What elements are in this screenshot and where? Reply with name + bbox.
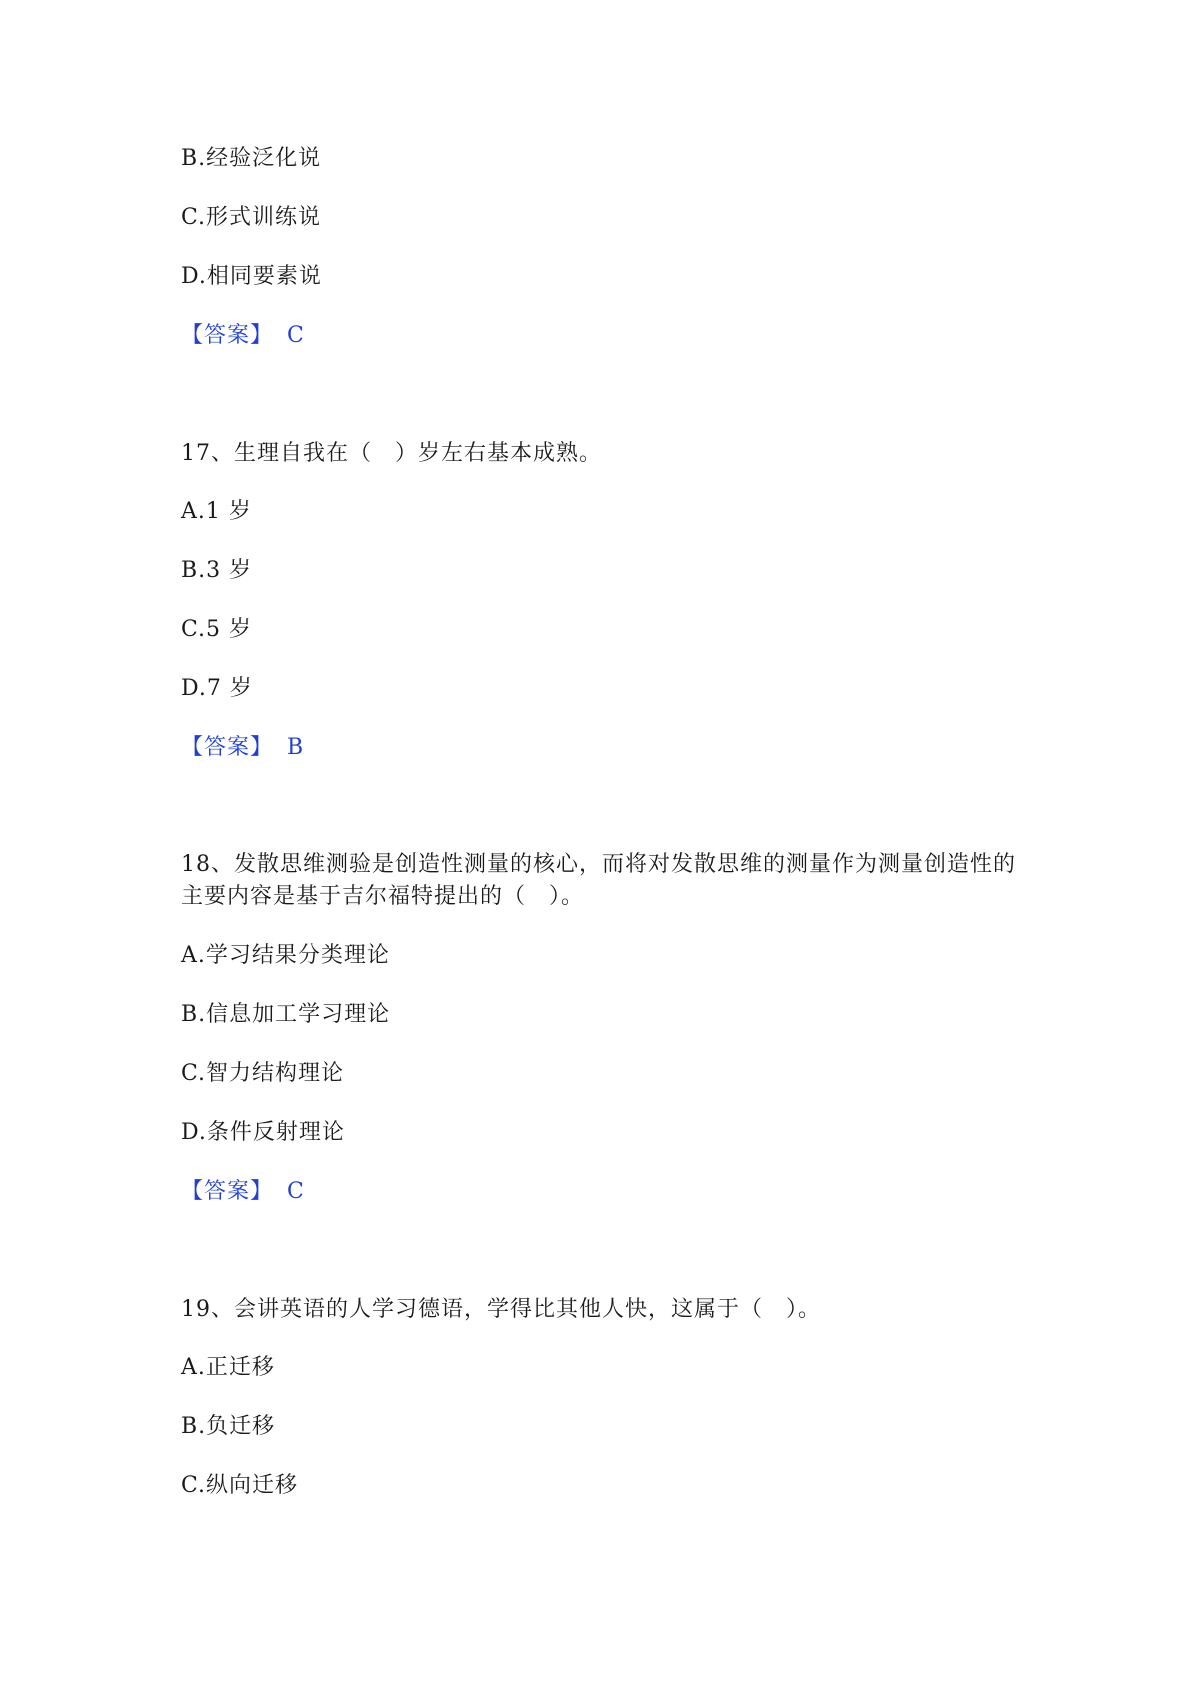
option-c: C.形式训练说 xyxy=(181,205,322,230)
option-d: D.相同要素说 xyxy=(181,264,322,289)
answer-value: C xyxy=(287,323,305,348)
option-b: B.经验泛化说 xyxy=(181,146,322,171)
answer-value: B xyxy=(287,735,305,760)
answer-line xyxy=(181,321,305,351)
option-b: B.信息加工学习理论 xyxy=(181,1002,391,1027)
option-a: A.学习结果分类理论 xyxy=(181,943,390,968)
option-a: A.1 岁 xyxy=(181,499,252,524)
question-17: 17、生理自我在（ ）岁左右基本成熟。 xyxy=(181,441,602,466)
option-d: D.条件反射理论 xyxy=(181,1120,345,1145)
option-c: C.5 岁 xyxy=(181,617,253,642)
answer-value: C xyxy=(287,1179,305,1204)
option-c: C.纵向迁移 xyxy=(181,1473,299,1498)
option-c: C.智力结构理论 xyxy=(181,1061,345,1086)
option-a: A.正迁移 xyxy=(181,1355,275,1380)
answer-label: 【答案】 xyxy=(181,1179,274,1204)
answer-label: 【答案】 xyxy=(181,735,274,760)
option-b: B.负迁移 xyxy=(181,1414,276,1439)
answer-label: 【答案】 xyxy=(181,323,274,348)
answer-line xyxy=(181,1177,305,1207)
answer-line xyxy=(181,733,304,763)
question-18: 18、发散思维测验是创造性测量的核心，而将对发散思维的测量作为测量创造性的主要内容是基于吉尔福特提出的（ ）。 xyxy=(181,852,1016,909)
question-19: 19、会讲英语的人学习德语，学得比其他人快，这属于（ ）。 xyxy=(181,1297,821,1322)
option-b: B.3 岁 xyxy=(181,558,253,583)
option-d: D.7 岁 xyxy=(181,676,253,701)
